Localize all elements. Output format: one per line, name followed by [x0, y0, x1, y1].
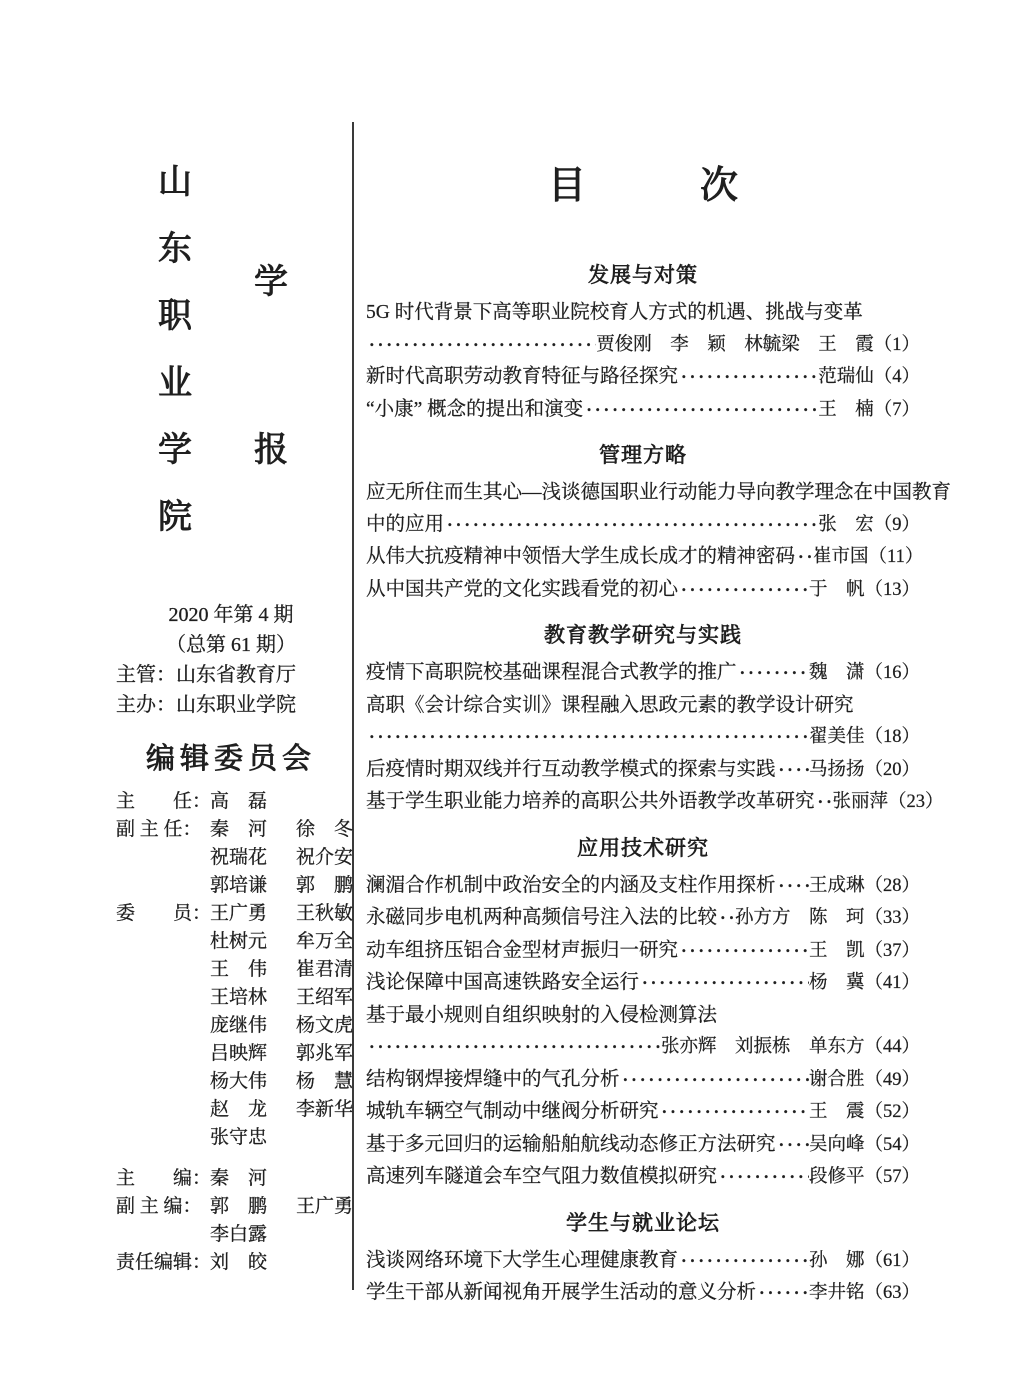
toc-entry-page: （28）	[864, 875, 920, 896]
toc-entry-authors: 马扬扬	[808, 759, 865, 780]
toc-entry-page: （20）	[864, 759, 920, 780]
toc-entry-title: 新时代高职劳动教育特征与路径探究	[366, 366, 679, 387]
journal-title-char: 报	[254, 432, 288, 469]
journal-title-char: 职	[158, 298, 192, 335]
toc-entry-authors: 于 帆	[808, 579, 865, 600]
committee-row	[116, 1165, 352, 1193]
committee-role-label	[116, 1068, 210, 1096]
committee-member-name: 吕映辉	[210, 1043, 268, 1064]
toc-leader-dots	[795, 541, 813, 573]
committee-role-label	[116, 928, 210, 956]
toc-entry-title: 应无所住而生其心—浅谈德国职业行动能力导向教学理念在中国教育	[366, 482, 952, 503]
toc-entry-line	[366, 870, 920, 903]
toc-entry-line	[366, 967, 920, 1000]
toc-entry-page: （9）	[873, 514, 920, 535]
committee-role-label: 副 主 任：	[116, 819, 202, 840]
committee-member-name: 高 磊	[210, 791, 268, 812]
supervisor-line: 主管：山东省教育厅	[116, 664, 296, 686]
journal-title-char: 东	[158, 231, 192, 268]
journal-title-char: 山	[158, 164, 192, 201]
committee-row	[116, 984, 352, 1012]
toc-leader-dots	[659, 1096, 809, 1128]
toc-entry-title: 澜湄合作机制中政治安全的内涵及支柱作用探析	[366, 874, 776, 896]
toc-entry-line	[366, 1161, 920, 1194]
committee-member-name: 李白露	[210, 1224, 268, 1245]
toc-entry-authors: 段修平	[808, 1167, 865, 1187]
committee-role-label	[116, 1040, 210, 1068]
toc-entry-authors: 张丽萍	[832, 792, 889, 812]
committee-row	[116, 900, 352, 928]
toc-section-heading: 管理方略	[599, 443, 687, 467]
toc-entry-line	[366, 902, 920, 935]
toc-entry-line	[366, 361, 920, 394]
committee-member-name: 王广勇	[296, 1196, 354, 1217]
toc-entry-page: （37）	[864, 940, 920, 961]
organizer-line: 主办：山东职业学院	[116, 694, 296, 716]
committee-member-name: 杜树元	[210, 931, 268, 952]
toc-entry-authors: 翟美佳	[808, 727, 865, 747]
committee-member-name: 王秋敏	[296, 903, 354, 924]
committee-row	[116, 844, 352, 872]
toc-entry-authors: 魏 潇	[808, 663, 865, 683]
toc-entry-title: 动车组挤压铝合金型材声振归一研究	[366, 939, 679, 961]
committee-member-name: 徐 冬	[296, 819, 354, 840]
toc-entry-line	[366, 657, 920, 690]
toc-entry-title: 学生干部从新闻视角开展学生活动的意义分析	[366, 1282, 757, 1303]
toc-entry-title: 基于多元回归的运输船舶航线动态修正方法研究	[366, 1133, 776, 1155]
committee-row	[116, 816, 352, 844]
toc-leader-dots	[366, 329, 596, 361]
toc-entry-title: 高职《会计综合实训》课程融入思政元素的教学设计研究	[366, 694, 854, 716]
committee-row	[116, 1124, 352, 1152]
toc-entry-page: （4）	[873, 367, 920, 387]
toc-leader-dots	[620, 1064, 809, 1096]
toc-entry-line	[366, 1245, 920, 1278]
toc-entry-page: （23）	[888, 792, 944, 812]
toc-entry-line	[366, 297, 920, 329]
toc-entry-title: 基于学生职业能力培养的高职公共外语教学改革研究	[366, 791, 815, 812]
committee-member-name: 赵 龙	[210, 1099, 268, 1120]
toc-leader-dots	[756, 1277, 809, 1309]
committee-role-label	[116, 956, 210, 984]
toc-entry-page: （33）	[864, 908, 921, 928]
toc-entry-line	[366, 541, 924, 574]
toc-entry-page: （52）	[864, 1102, 920, 1122]
journal-title-char: 业	[158, 365, 192, 402]
committee-member-name: 牟万全	[296, 931, 354, 952]
toc-leader-dots	[776, 754, 809, 786]
toc-entry-page: （1）	[873, 334, 920, 355]
committee-role-label	[116, 1124, 210, 1152]
committee-member-name: 秦 河	[210, 1168, 268, 1189]
toc-entry-title: 后疫情时期双线并行互动教学模式的探索与实践	[366, 758, 776, 780]
toc-section-heading: 应用技术研究	[577, 835, 709, 860]
toc-entry-line	[366, 574, 920, 607]
toc-leader-dots	[444, 509, 818, 541]
toc-leader-dots	[366, 1031, 661, 1063]
toc-entry-authors: 杨 冀	[808, 973, 865, 993]
toc-title: 目 次	[547, 165, 738, 207]
toc-leader-dots	[717, 902, 735, 934]
toc-leader-dots	[776, 1129, 809, 1161]
committee-member-name: 杨 慧	[296, 1071, 354, 1092]
committee-member-name: 庞继伟	[210, 1015, 268, 1036]
journal-masthead	[150, 166, 320, 546]
editorial-committee-heading: 编辑委员会	[145, 743, 316, 775]
toc-entry-page: （54）	[864, 1134, 920, 1155]
committee-member-name: 祝介安	[296, 847, 354, 868]
committee-member-name: 杨大伟	[210, 1071, 268, 1092]
committee-member-list	[116, 788, 352, 1152]
toc-entry-title: 浅论保障中国高速铁路安全运行	[366, 972, 640, 993]
toc-entry-page: （61）	[864, 1250, 920, 1271]
toc-entry-page: （41）	[864, 973, 920, 993]
toc-entry-authors: 贾俊刚 李 颖 林毓梁 王 霞	[596, 334, 874, 355]
toc-entry-page: （49）	[864, 1069, 920, 1090]
toc-entry-line	[366, 690, 920, 722]
toc-entry-line	[366, 509, 920, 542]
journal-title-column-1	[158, 166, 192, 535]
toc-sections	[366, 260, 952, 1310]
committee-role-label: 副 主 编：	[116, 1196, 202, 1217]
toc-entry-title: “小康” 概念的提出和演变	[366, 398, 584, 420]
toc-entry-line	[366, 1000, 920, 1032]
committee-role-label	[116, 1221, 210, 1249]
toc-entry-title: 基于最小规则自组织映射的入侵检测算法	[366, 1004, 718, 1026]
toc-entry-page: （57）	[864, 1167, 920, 1187]
committee-row	[116, 872, 352, 900]
toc-entry-line	[366, 1031, 920, 1064]
toc-entry-title: 疫情下高职院校基础课程混合式教学的推广	[366, 662, 737, 683]
journal-title-char: 学	[254, 264, 288, 301]
issue-info	[116, 600, 346, 720]
toc-entry-authors: 王 凯	[808, 940, 865, 961]
committee-role-label: 委 员：	[116, 903, 212, 924]
committee-role-label: 主 编：	[116, 1168, 212, 1189]
toc-section-heading: 教育教学研究与实践	[544, 623, 742, 647]
committee-role-label	[116, 872, 210, 900]
toc-leader-dots	[678, 1245, 809, 1277]
committee-member-name: 张守忠	[210, 1127, 268, 1148]
toc-entry-page: （63）	[864, 1283, 920, 1303]
toc-entry-line	[366, 1064, 920, 1097]
toc-entry-page: （7）	[873, 399, 920, 420]
toc-entry-line	[366, 394, 920, 427]
committee-role-label	[116, 844, 210, 872]
toc-section-heading: 发展与对策	[588, 263, 698, 287]
committee-row	[116, 1249, 352, 1277]
toc-entry-line	[366, 721, 920, 754]
committee-member-name: 秦 河	[210, 819, 268, 840]
committee-member-name: 刘 皎	[210, 1252, 268, 1273]
committee-role-label	[116, 1096, 210, 1124]
committee-role-label	[116, 984, 210, 1012]
toc-leader-dots	[366, 721, 809, 753]
toc-entry-title: 从中国共产党的文化实践看党的初心	[366, 578, 679, 600]
committee-role-label: 主 任：	[116, 791, 212, 812]
committee-role-label	[116, 1012, 210, 1040]
toc-entry-line	[366, 477, 952, 509]
committee-member-name	[296, 1221, 352, 1249]
toc-leader-dots	[815, 786, 833, 818]
committee-row	[116, 1193, 352, 1221]
toc-entry-authors: 王成琳	[808, 875, 865, 896]
toc-entry-authors: 王 楠	[818, 399, 874, 420]
toc-leader-dots	[737, 657, 809, 689]
journal-title-char: 学	[158, 432, 192, 469]
toc-entry-page: （11）	[868, 547, 924, 567]
toc-entry-line	[366, 1129, 920, 1162]
toc-entry-page: （18）	[864, 727, 920, 747]
committee-member-name: 郭培谦	[210, 875, 268, 896]
toc-entry-title: 浅谈网络环境下大学生心理健康教育	[366, 1249, 679, 1271]
toc-entry-page: （44）	[864, 1037, 920, 1057]
toc-entry-line	[366, 935, 920, 968]
toc-entry-authors: 吴向峰	[808, 1134, 865, 1155]
toc-entry-title: 5G 时代背景下高等职业院校育人方式的机遇、挑战与变革	[366, 302, 863, 323]
toc-entry-authors: 孙 娜	[808, 1250, 865, 1271]
toc-leader-dots	[776, 870, 809, 902]
committee-member-name	[296, 788, 352, 816]
toc-leader-dots	[717, 1161, 809, 1193]
table-of-contents	[366, 162, 952, 1310]
toc-leader-dots	[678, 574, 809, 606]
committee-member-name: 王绍军	[296, 987, 354, 1008]
editor-list	[116, 1165, 352, 1277]
committee-member-name	[296, 1165, 352, 1193]
toc-entry-line	[366, 786, 944, 819]
committee-row	[116, 1012, 352, 1040]
committee-member-name	[296, 1124, 352, 1152]
committee-member-name: 崔君清	[296, 959, 354, 980]
committee-member-name: 王培林	[210, 987, 268, 1008]
toc-entry-page: （16）	[864, 663, 920, 683]
committee-member-name: 李新华	[296, 1099, 354, 1120]
toc-entry-authors: 崔市国	[813, 547, 869, 567]
toc-entry-authors: 范瑞仙	[818, 367, 874, 387]
toc-entry-authors: 李井铭	[808, 1283, 865, 1303]
toc-entry-title: 城轨车辆空气制动中继阀分析研究	[366, 1101, 659, 1122]
committee-member-name: 王广勇	[210, 903, 268, 924]
toc-entry-authors: 谢合胜	[808, 1069, 865, 1090]
committee-row	[116, 1096, 352, 1124]
toc-entry-title: 从伟大抗疫精神中领悟大学生成长成才的精神密码	[366, 546, 796, 567]
toc-entry-title: 中的应用	[366, 513, 445, 535]
committee-member-name: 郭兆军	[296, 1043, 354, 1064]
journal-title-char: 院	[158, 499, 192, 536]
toc-entry-page: （13）	[864, 579, 920, 600]
committee-row	[116, 1068, 352, 1096]
committee-member-name: 郭 鹏	[210, 1196, 268, 1217]
toc-entry-line	[366, 1277, 920, 1310]
editorial-committee	[116, 788, 352, 1277]
committee-row	[116, 1040, 352, 1068]
committee-row	[116, 928, 352, 956]
toc-leader-dots	[583, 394, 818, 426]
committee-member-name: 祝瑞花	[210, 847, 268, 868]
toc-leader-dots	[678, 935, 809, 967]
toc-entry-line	[366, 329, 920, 362]
committee-row	[116, 788, 352, 816]
committee-member-name: 王 伟	[210, 959, 268, 980]
toc-leader-dots	[678, 361, 818, 393]
committee-role-label: 责任编辑：	[116, 1252, 212, 1273]
cumulative-issue-number: （总第 61 期）	[166, 634, 296, 656]
committee-member-name: 杨文虎	[296, 1015, 354, 1036]
toc-entry-line	[366, 1096, 920, 1129]
toc-entry-authors: 孙方方 陈 珂	[735, 908, 865, 928]
issue-number: 2020 年第 4 期	[168, 604, 294, 626]
toc-entry-authors: 张 宏	[818, 514, 874, 535]
toc-leader-dots	[639, 967, 809, 999]
toc-entry-title: 高速列车隧道会车空气阻力数值模拟研究	[366, 1166, 718, 1187]
committee-row	[116, 1221, 352, 1249]
committee-row	[116, 956, 352, 984]
toc-entry-line	[366, 754, 920, 787]
toc-entry-authors: 王 震	[808, 1102, 865, 1122]
committee-member-name	[296, 1249, 352, 1277]
toc-section-heading: 学生与就业论坛	[566, 1210, 720, 1235]
committee-member-name: 郭 鹏	[296, 875, 354, 896]
toc-entry-title: 结构钢焊接焊缝中的气孔分析	[366, 1068, 620, 1090]
toc-entry-authors: 张亦辉 刘振栋 单东方	[660, 1037, 865, 1057]
toc-entry-title: 永磁同步电机两种高频信号注入法的比较	[366, 907, 718, 928]
